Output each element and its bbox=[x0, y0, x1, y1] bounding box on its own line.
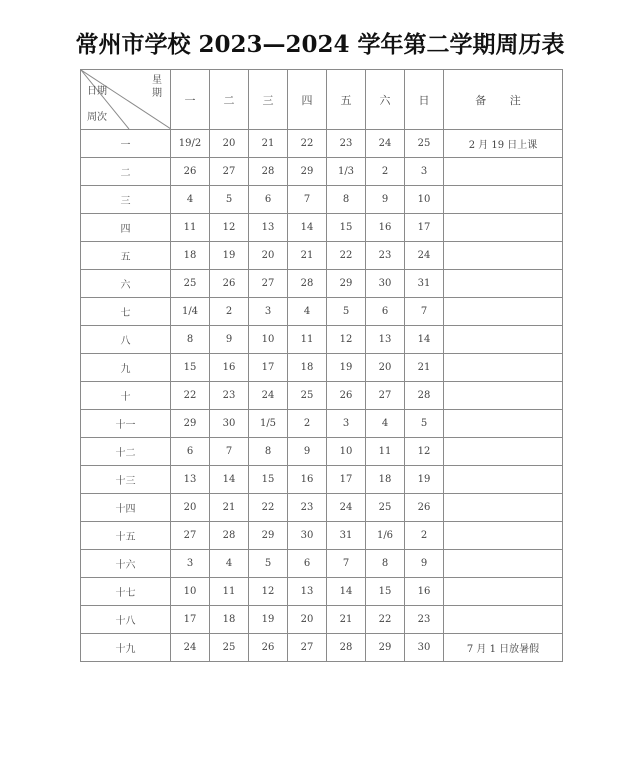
corner-weekday-label: 星期 bbox=[152, 75, 162, 99]
date-cell: 24 bbox=[249, 382, 288, 410]
date-cell: 31 bbox=[405, 270, 444, 298]
table-row bbox=[81, 158, 563, 186]
date-cell: 8 bbox=[366, 550, 405, 578]
date-cell: 29 bbox=[327, 270, 366, 298]
date-cell: 23 bbox=[405, 606, 444, 634]
date-cell: 27 bbox=[249, 270, 288, 298]
date-cell: 21 bbox=[327, 606, 366, 634]
date-cell: 24 bbox=[327, 494, 366, 522]
date-cell: 4 bbox=[171, 186, 210, 214]
date-cell: 22 bbox=[171, 382, 210, 410]
date-cell: 29 bbox=[171, 410, 210, 438]
date-cell: 5 bbox=[249, 550, 288, 578]
week-number-cell: 十四 bbox=[81, 494, 171, 522]
date-cell: 26 bbox=[249, 634, 288, 662]
date-cell: 24 bbox=[171, 634, 210, 662]
date-cell: 20 bbox=[288, 606, 327, 634]
date-cell: 19/2 bbox=[171, 130, 210, 158]
date-cell: 28 bbox=[327, 634, 366, 662]
date-cell: 3 bbox=[405, 158, 444, 186]
day-header-fri: 五 bbox=[327, 70, 366, 130]
date-cell: 18 bbox=[210, 606, 249, 634]
date-cell: 11 bbox=[366, 438, 405, 466]
date-cell: 19 bbox=[210, 242, 249, 270]
date-cell: 10 bbox=[327, 438, 366, 466]
date-cell: 27 bbox=[171, 522, 210, 550]
date-cell: 11 bbox=[210, 578, 249, 606]
date-cell: 21 bbox=[405, 354, 444, 382]
date-cell: 10 bbox=[405, 186, 444, 214]
note-cell bbox=[444, 326, 563, 354]
date-cell: 13 bbox=[366, 326, 405, 354]
date-cell: 9 bbox=[210, 326, 249, 354]
date-cell: 29 bbox=[366, 634, 405, 662]
table-row bbox=[81, 270, 563, 298]
note-cell bbox=[444, 410, 563, 438]
date-cell: 26 bbox=[327, 382, 366, 410]
date-cell: 28 bbox=[288, 270, 327, 298]
date-cell: 10 bbox=[171, 578, 210, 606]
week-number-cell: 十九 bbox=[81, 634, 171, 662]
note-cell bbox=[444, 186, 563, 214]
table-row bbox=[81, 130, 563, 158]
table-row bbox=[81, 298, 563, 326]
date-cell: 4 bbox=[288, 298, 327, 326]
week-number-cell: 一 bbox=[81, 130, 171, 158]
date-cell: 24 bbox=[405, 242, 444, 270]
week-number-cell: 十六 bbox=[81, 550, 171, 578]
week-number-cell: 十一 bbox=[81, 410, 171, 438]
date-cell: 25 bbox=[366, 494, 405, 522]
date-cell: 5 bbox=[405, 410, 444, 438]
date-cell: 1/5 bbox=[249, 410, 288, 438]
date-cell: 25 bbox=[171, 270, 210, 298]
week-number-cell: 十七 bbox=[81, 578, 171, 606]
day-header-mon: 一 bbox=[171, 70, 210, 130]
header-row bbox=[81, 70, 563, 130]
date-cell: 28 bbox=[249, 158, 288, 186]
date-cell: 20 bbox=[171, 494, 210, 522]
week-number-cell: 九 bbox=[81, 354, 171, 382]
date-cell: 14 bbox=[405, 326, 444, 354]
week-number-cell: 八 bbox=[81, 326, 171, 354]
date-cell: 4 bbox=[210, 550, 249, 578]
date-cell: 26 bbox=[210, 270, 249, 298]
table-row bbox=[81, 214, 563, 242]
corner-header-cell bbox=[81, 70, 171, 130]
date-cell: 28 bbox=[405, 382, 444, 410]
date-cell: 6 bbox=[249, 186, 288, 214]
page-title: 常州市学校 2023—2024 学年第二学期周历表 bbox=[75, 31, 565, 58]
date-cell: 10 bbox=[249, 326, 288, 354]
note-cell bbox=[444, 494, 563, 522]
date-cell: 9 bbox=[366, 186, 405, 214]
date-cell: 6 bbox=[171, 438, 210, 466]
table-row bbox=[81, 606, 563, 634]
note-cell: 2 月 19 日上课 bbox=[444, 130, 563, 158]
date-cell: 22 bbox=[366, 606, 405, 634]
date-cell: 17 bbox=[327, 466, 366, 494]
date-cell: 21 bbox=[249, 130, 288, 158]
date-cell: 19 bbox=[405, 466, 444, 494]
date-cell: 3 bbox=[249, 298, 288, 326]
day-header-tue: 二 bbox=[210, 70, 249, 130]
week-number-cell: 三 bbox=[81, 186, 171, 214]
date-cell: 23 bbox=[366, 242, 405, 270]
date-cell: 3 bbox=[327, 410, 366, 438]
note-cell bbox=[444, 298, 563, 326]
day-header-sat: 六 bbox=[366, 70, 405, 130]
table-row bbox=[81, 326, 563, 354]
week-number-cell: 十二 bbox=[81, 438, 171, 466]
date-cell: 11 bbox=[288, 326, 327, 354]
note-cell bbox=[444, 550, 563, 578]
date-cell: 15 bbox=[327, 214, 366, 242]
date-cell: 12 bbox=[405, 438, 444, 466]
date-cell: 25 bbox=[210, 634, 249, 662]
table-row bbox=[81, 410, 563, 438]
table-row bbox=[81, 382, 563, 410]
date-cell: 25 bbox=[405, 130, 444, 158]
date-cell: 19 bbox=[249, 606, 288, 634]
date-cell: 27 bbox=[210, 158, 249, 186]
date-cell: 22 bbox=[288, 130, 327, 158]
week-number-cell: 十 bbox=[81, 382, 171, 410]
corner-date-label: 日期 bbox=[87, 86, 107, 97]
table-row bbox=[81, 438, 563, 466]
week-number-cell: 十八 bbox=[81, 606, 171, 634]
date-cell: 3 bbox=[171, 550, 210, 578]
date-cell: 12 bbox=[327, 326, 366, 354]
date-cell: 7 bbox=[327, 550, 366, 578]
date-cell: 13 bbox=[288, 578, 327, 606]
table-row bbox=[81, 634, 563, 662]
date-cell: 31 bbox=[327, 522, 366, 550]
date-cell: 26 bbox=[171, 158, 210, 186]
day-header-thu: 四 bbox=[288, 70, 327, 130]
date-cell: 25 bbox=[288, 382, 327, 410]
note-cell bbox=[444, 382, 563, 410]
date-cell: 5 bbox=[327, 298, 366, 326]
date-cell: 4 bbox=[366, 410, 405, 438]
date-cell: 16 bbox=[405, 578, 444, 606]
date-cell: 7 bbox=[405, 298, 444, 326]
date-cell: 27 bbox=[288, 634, 327, 662]
date-cell: 30 bbox=[405, 634, 444, 662]
date-cell: 6 bbox=[366, 298, 405, 326]
date-cell: 28 bbox=[210, 522, 249, 550]
week-number-cell: 二 bbox=[81, 158, 171, 186]
week-number-cell: 六 bbox=[81, 270, 171, 298]
date-cell: 8 bbox=[249, 438, 288, 466]
date-cell: 13 bbox=[171, 466, 210, 494]
date-cell: 18 bbox=[288, 354, 327, 382]
date-cell: 18 bbox=[366, 466, 405, 494]
date-cell: 7 bbox=[210, 438, 249, 466]
note-cell bbox=[444, 354, 563, 382]
date-cell: 12 bbox=[210, 214, 249, 242]
date-cell: 9 bbox=[288, 438, 327, 466]
date-cell: 27 bbox=[366, 382, 405, 410]
date-cell: 2 bbox=[366, 158, 405, 186]
date-cell: 5 bbox=[210, 186, 249, 214]
date-cell: 14 bbox=[327, 578, 366, 606]
table-row bbox=[81, 550, 563, 578]
date-cell: 9 bbox=[405, 550, 444, 578]
date-cell: 11 bbox=[171, 214, 210, 242]
week-number-cell: 七 bbox=[81, 298, 171, 326]
date-cell: 30 bbox=[288, 522, 327, 550]
date-cell: 1/4 bbox=[171, 298, 210, 326]
day-header-wed: 三 bbox=[249, 70, 288, 130]
date-cell: 19 bbox=[327, 354, 366, 382]
note-cell bbox=[444, 606, 563, 634]
date-cell: 15 bbox=[171, 354, 210, 382]
date-cell: 14 bbox=[210, 466, 249, 494]
week-number-cell: 四 bbox=[81, 214, 171, 242]
date-cell: 16 bbox=[210, 354, 249, 382]
date-cell: 21 bbox=[210, 494, 249, 522]
date-cell: 23 bbox=[288, 494, 327, 522]
date-cell: 2 bbox=[288, 410, 327, 438]
date-cell: 23 bbox=[327, 130, 366, 158]
note-cell bbox=[444, 158, 563, 186]
note-cell bbox=[444, 270, 563, 298]
date-cell: 2 bbox=[210, 298, 249, 326]
date-cell: 8 bbox=[171, 326, 210, 354]
date-cell: 12 bbox=[249, 578, 288, 606]
date-cell: 16 bbox=[366, 214, 405, 242]
date-cell: 21 bbox=[288, 242, 327, 270]
date-cell: 16 bbox=[288, 466, 327, 494]
date-cell: 13 bbox=[249, 214, 288, 242]
week-number-cell: 五 bbox=[81, 242, 171, 270]
table-row bbox=[81, 186, 563, 214]
date-cell: 1/6 bbox=[366, 522, 405, 550]
table-row bbox=[81, 578, 563, 606]
week-number-cell: 十三 bbox=[81, 466, 171, 494]
date-cell: 30 bbox=[210, 410, 249, 438]
table-row bbox=[81, 466, 563, 494]
date-cell: 7 bbox=[288, 186, 327, 214]
note-cell bbox=[444, 466, 563, 494]
date-cell: 22 bbox=[249, 494, 288, 522]
date-cell: 26 bbox=[405, 494, 444, 522]
date-cell: 20 bbox=[210, 130, 249, 158]
date-cell: 17 bbox=[405, 214, 444, 242]
date-cell: 2 bbox=[405, 522, 444, 550]
date-cell: 14 bbox=[288, 214, 327, 242]
date-cell: 20 bbox=[249, 242, 288, 270]
table-row bbox=[81, 522, 563, 550]
note-cell bbox=[444, 522, 563, 550]
date-cell: 24 bbox=[366, 130, 405, 158]
note-cell bbox=[444, 578, 563, 606]
date-cell: 29 bbox=[288, 158, 327, 186]
table-row bbox=[81, 354, 563, 382]
date-cell: 6 bbox=[288, 550, 327, 578]
week-number-cell: 十五 bbox=[81, 522, 171, 550]
table-row bbox=[81, 494, 563, 522]
notes-header: 备 注 bbox=[444, 70, 563, 130]
note-cell bbox=[444, 214, 563, 242]
corner-week-label: 周次 bbox=[87, 112, 107, 123]
date-cell: 1/3 bbox=[327, 158, 366, 186]
table-row bbox=[81, 242, 563, 270]
week-calendar-table bbox=[80, 69, 563, 662]
day-header-sun: 日 bbox=[405, 70, 444, 130]
note-cell: 7 月 1 日放暑假 bbox=[444, 634, 563, 662]
date-cell: 17 bbox=[249, 354, 288, 382]
date-cell: 15 bbox=[249, 466, 288, 494]
date-cell: 22 bbox=[327, 242, 366, 270]
date-cell: 29 bbox=[249, 522, 288, 550]
date-cell: 30 bbox=[366, 270, 405, 298]
date-cell: 23 bbox=[210, 382, 249, 410]
date-cell: 8 bbox=[327, 186, 366, 214]
date-cell: 20 bbox=[366, 354, 405, 382]
date-cell: 17 bbox=[171, 606, 210, 634]
note-cell bbox=[444, 438, 563, 466]
date-cell: 18 bbox=[171, 242, 210, 270]
note-cell bbox=[444, 242, 563, 270]
date-cell: 15 bbox=[366, 578, 405, 606]
